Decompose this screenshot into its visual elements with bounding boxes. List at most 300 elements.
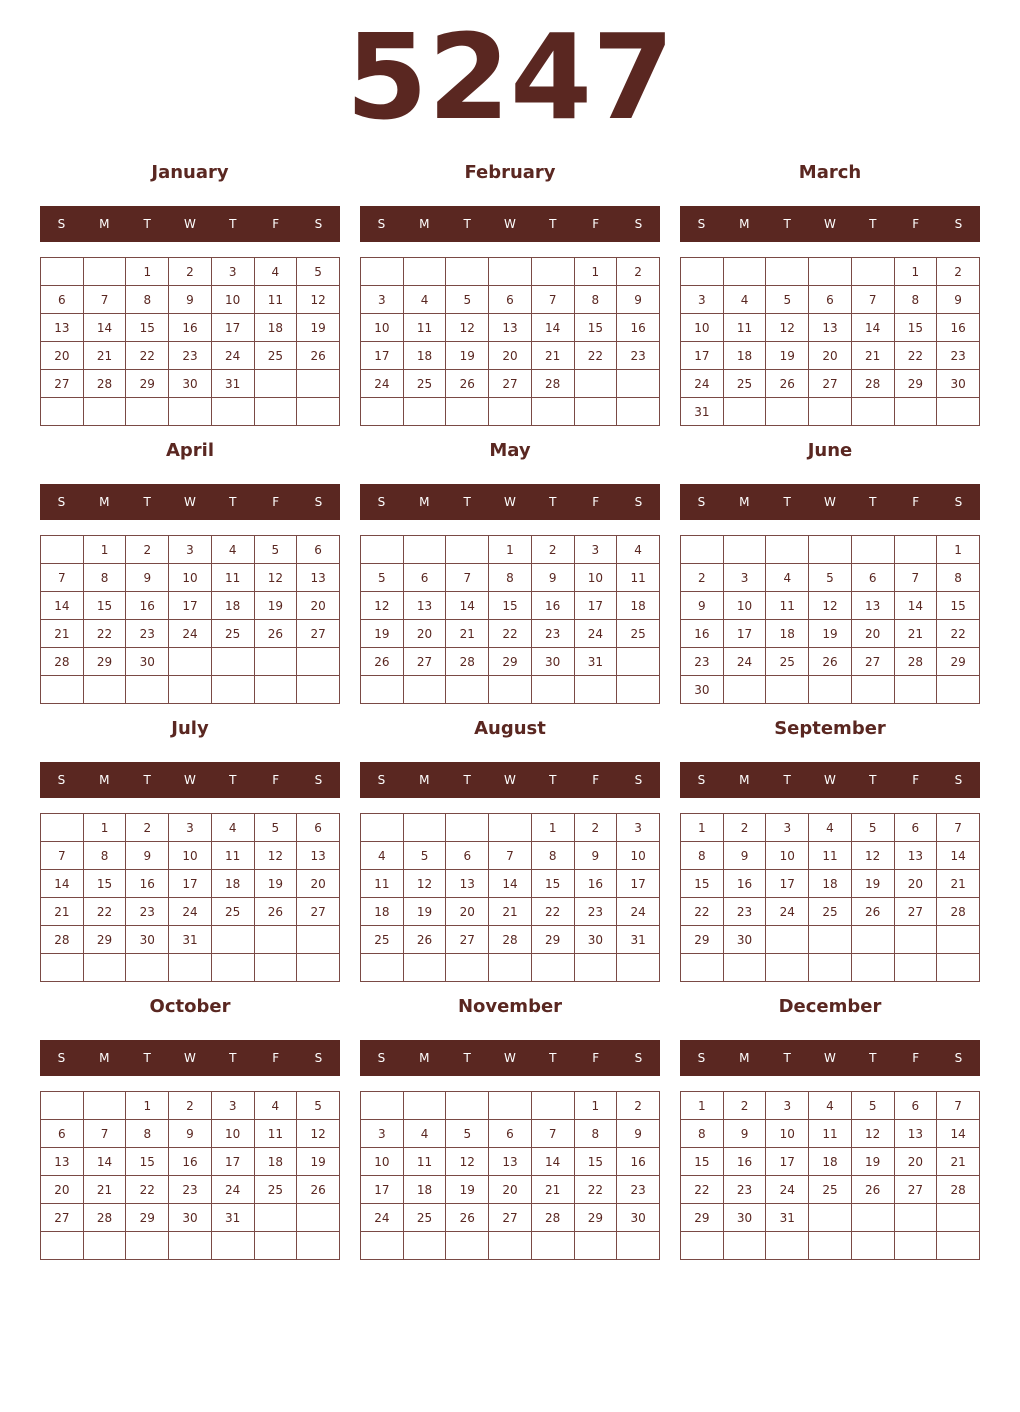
weekday-label: S [314, 1051, 323, 1065]
day-cell: 30 [617, 1204, 660, 1232]
empty-day-cell [766, 954, 809, 982]
empty-day-cell [851, 1232, 894, 1260]
day-cell: 1 [574, 258, 617, 286]
day-cell: 16 [937, 314, 980, 342]
empty-day-cell [617, 398, 660, 426]
empty-day-cell [446, 1092, 489, 1120]
month-name: May [489, 440, 531, 461]
empty-day-cell [723, 954, 766, 982]
empty-day-cell [254, 954, 297, 982]
empty-day-cell [809, 258, 852, 286]
day-cell: 11 [211, 842, 254, 870]
day-cell: 25 [403, 370, 446, 398]
day-cell: 16 [126, 870, 169, 898]
week-row [41, 842, 340, 870]
day-cell: 17 [169, 592, 212, 620]
weekday-header [40, 1040, 340, 1076]
day-cell: 26 [851, 898, 894, 926]
day-cell: 13 [446, 870, 489, 898]
day-cell: 11 [766, 592, 809, 620]
empty-day-cell [766, 676, 809, 704]
day-cell: 7 [851, 286, 894, 314]
empty-day-cell [446, 676, 489, 704]
weekday-label: S [314, 217, 323, 231]
day-cell: 4 [617, 536, 660, 564]
day-cell: 10 [211, 286, 254, 314]
day-cell: 24 [361, 370, 404, 398]
month-name: March [798, 162, 862, 183]
day-cell: 24 [617, 898, 660, 926]
month-name: February [464, 162, 556, 183]
day-cell: 11 [361, 870, 404, 898]
day-cell: 19 [297, 1148, 340, 1176]
day-cell: 10 [766, 1120, 809, 1148]
day-cell: 2 [617, 258, 660, 286]
weekday-label: M [99, 217, 110, 231]
empty-day-cell [361, 536, 404, 564]
day-cell: 19 [851, 1148, 894, 1176]
week-row [681, 1232, 980, 1260]
day-cell: 13 [41, 314, 84, 342]
day-cell: 14 [83, 314, 126, 342]
empty-day-cell [211, 676, 254, 704]
day-cell: 17 [766, 1148, 809, 1176]
empty-day-cell [531, 1232, 574, 1260]
week-row [41, 898, 340, 926]
day-cell: 9 [169, 286, 212, 314]
day-cell: 10 [211, 1120, 254, 1148]
empty-day-cell [723, 536, 766, 564]
day-cell: 16 [574, 870, 617, 898]
day-cell: 8 [531, 842, 574, 870]
day-cell: 23 [681, 648, 724, 676]
day-cell: 25 [211, 898, 254, 926]
day-cell: 17 [681, 342, 724, 370]
day-grid [680, 257, 980, 426]
day-cell: 18 [766, 620, 809, 648]
day-cell: 26 [446, 370, 489, 398]
day-cell: 1 [937, 536, 980, 564]
weekday-header [360, 1040, 660, 1076]
day-cell: 13 [297, 842, 340, 870]
weekday-header [40, 484, 340, 520]
day-cell: 18 [211, 592, 254, 620]
day-cell: 4 [809, 814, 852, 842]
day-cell: 21 [83, 342, 126, 370]
day-cell: 9 [723, 842, 766, 870]
empty-day-cell [446, 954, 489, 982]
day-cell: 9 [169, 1120, 212, 1148]
day-cell: 30 [574, 926, 617, 954]
weekday-label: M [419, 1051, 430, 1065]
day-cell: 1 [83, 814, 126, 842]
empty-day-cell [297, 370, 340, 398]
weekday-label: M [419, 495, 430, 509]
week-row [361, 814, 660, 842]
empty-day-cell [297, 1232, 340, 1260]
empty-day-cell [83, 676, 126, 704]
empty-day-cell [489, 258, 532, 286]
week-row [41, 398, 340, 426]
empty-day-cell [809, 676, 852, 704]
day-cell: 19 [809, 620, 852, 648]
day-cell: 24 [574, 620, 617, 648]
week-row [361, 536, 660, 564]
empty-day-cell [894, 1232, 937, 1260]
week-row [681, 398, 980, 426]
week-row [41, 1148, 340, 1176]
day-cell: 16 [169, 1148, 212, 1176]
week-row [361, 1232, 660, 1260]
week-row [681, 314, 980, 342]
day-cell: 1 [126, 1092, 169, 1120]
day-cell: 14 [894, 592, 937, 620]
day-cell: 16 [723, 1148, 766, 1176]
weekday-label: S [377, 773, 386, 787]
day-cell: 15 [531, 870, 574, 898]
empty-day-cell [126, 398, 169, 426]
empty-day-cell [851, 676, 894, 704]
day-cell: 13 [851, 592, 894, 620]
day-cell: 15 [126, 314, 169, 342]
weekday-label: T [783, 495, 791, 509]
day-cell: 21 [894, 620, 937, 648]
day-cell: 19 [254, 870, 297, 898]
day-cell: 5 [361, 564, 404, 592]
empty-day-cell [617, 676, 660, 704]
day-cell: 19 [446, 1176, 489, 1204]
day-cell: 5 [851, 814, 894, 842]
day-cell: 13 [403, 592, 446, 620]
day-cell: 17 [211, 1148, 254, 1176]
empty-day-cell [766, 926, 809, 954]
day-cell: 1 [126, 258, 169, 286]
week-row [41, 1120, 340, 1148]
empty-day-cell [446, 1232, 489, 1260]
day-cell: 29 [489, 648, 532, 676]
empty-day-cell [41, 536, 84, 564]
day-cell: 12 [851, 842, 894, 870]
day-cell: 6 [894, 1092, 937, 1120]
week-row [681, 926, 980, 954]
day-cell: 2 [617, 1092, 660, 1120]
empty-day-cell [254, 1232, 297, 1260]
day-cell: 2 [681, 564, 724, 592]
weekday-label: T [143, 773, 151, 787]
day-grid [680, 1091, 980, 1260]
day-cell: 9 [126, 564, 169, 592]
weekday-label: T [869, 1051, 877, 1065]
day-cell: 28 [531, 1204, 574, 1232]
month-name: November [457, 996, 563, 1017]
day-cell: 18 [254, 314, 297, 342]
day-cell: 9 [126, 842, 169, 870]
weekday-label: F [912, 217, 920, 231]
empty-day-cell [489, 676, 532, 704]
week-row [41, 814, 340, 842]
day-cell: 11 [617, 564, 660, 592]
day-cell: 10 [681, 314, 724, 342]
week-row [681, 954, 980, 982]
week-row [361, 370, 660, 398]
day-cell: 4 [211, 814, 254, 842]
day-cell: 23 [723, 1176, 766, 1204]
day-cell: 2 [937, 258, 980, 286]
empty-day-cell [937, 1204, 980, 1232]
day-cell: 11 [809, 842, 852, 870]
day-cell: 6 [41, 1120, 84, 1148]
weekday-label: S [954, 495, 963, 509]
weekday-label: T [783, 1051, 791, 1065]
day-cell: 24 [766, 898, 809, 926]
weekday-label: S [697, 773, 706, 787]
day-cell: 18 [617, 592, 660, 620]
day-cell: 8 [83, 842, 126, 870]
weekday-label: S [377, 495, 386, 509]
day-cell: 15 [83, 870, 126, 898]
weekday-header [360, 206, 660, 242]
empty-day-cell [169, 1232, 212, 1260]
week-row [681, 898, 980, 926]
empty-day-cell [894, 676, 937, 704]
day-cell: 3 [211, 258, 254, 286]
empty-day-cell [126, 954, 169, 982]
day-cell: 25 [809, 898, 852, 926]
day-cell: 15 [681, 1148, 724, 1176]
day-cell: 19 [851, 870, 894, 898]
day-cell: 28 [446, 648, 489, 676]
week-row [361, 926, 660, 954]
week-row [681, 842, 980, 870]
empty-day-cell [723, 1232, 766, 1260]
empty-day-cell [83, 398, 126, 426]
day-cell: 22 [894, 342, 937, 370]
day-cell: 6 [403, 564, 446, 592]
day-cell: 8 [574, 286, 617, 314]
day-cell: 18 [809, 870, 852, 898]
day-cell: 24 [169, 620, 212, 648]
weekday-label: S [634, 773, 643, 787]
year-title: 5247 [345, 8, 675, 146]
empty-day-cell [809, 926, 852, 954]
weekday-label: S [57, 495, 66, 509]
week-row [41, 1092, 340, 1120]
day-cell: 18 [723, 342, 766, 370]
day-cell: 16 [531, 592, 574, 620]
empty-day-cell [361, 676, 404, 704]
weekday-label: S [377, 217, 386, 231]
day-cell: 26 [254, 898, 297, 926]
day-cell: 3 [361, 286, 404, 314]
empty-day-cell [446, 398, 489, 426]
empty-day-cell [297, 398, 340, 426]
day-cell: 29 [83, 648, 126, 676]
weekday-label: F [592, 217, 600, 231]
day-cell: 19 [446, 342, 489, 370]
day-cell: 5 [766, 286, 809, 314]
day-cell: 6 [41, 286, 84, 314]
day-cell: 2 [169, 1092, 212, 1120]
empty-day-cell [574, 398, 617, 426]
day-cell: 3 [617, 814, 660, 842]
day-cell: 5 [297, 1092, 340, 1120]
day-cell: 14 [489, 870, 532, 898]
day-cell: 4 [766, 564, 809, 592]
day-cell: 7 [83, 1120, 126, 1148]
day-cell: 30 [723, 1204, 766, 1232]
empty-day-cell [446, 258, 489, 286]
day-cell: 1 [531, 814, 574, 842]
day-cell: 22 [126, 342, 169, 370]
day-cell: 2 [723, 814, 766, 842]
week-row [41, 648, 340, 676]
day-cell: 11 [809, 1120, 852, 1148]
week-row [681, 370, 980, 398]
day-cell: 5 [446, 286, 489, 314]
day-cell: 28 [531, 370, 574, 398]
empty-day-cell [766, 258, 809, 286]
day-cell: 10 [169, 564, 212, 592]
day-cell: 12 [446, 1148, 489, 1176]
day-cell: 25 [617, 620, 660, 648]
weekday-label: F [912, 1051, 920, 1065]
day-grid [680, 813, 980, 982]
day-cell: 30 [169, 370, 212, 398]
empty-day-cell [297, 926, 340, 954]
day-cell: 23 [723, 898, 766, 926]
week-row [361, 286, 660, 314]
day-cell: 31 [211, 1204, 254, 1232]
weekday-label: W [504, 495, 516, 509]
empty-day-cell [83, 954, 126, 982]
day-cell: 24 [361, 1204, 404, 1232]
day-cell: 19 [361, 620, 404, 648]
day-cell: 22 [126, 1176, 169, 1204]
day-cell: 28 [83, 370, 126, 398]
day-cell: 4 [361, 842, 404, 870]
weekday-header [680, 1040, 980, 1076]
week-row [41, 954, 340, 982]
day-cell: 24 [766, 1176, 809, 1204]
month-name: August [474, 718, 546, 739]
day-cell: 12 [403, 870, 446, 898]
empty-day-cell [211, 954, 254, 982]
day-cell: 14 [937, 1120, 980, 1148]
month-name: April [165, 440, 215, 461]
week-row [41, 314, 340, 342]
day-cell: 22 [937, 620, 980, 648]
day-cell: 20 [809, 342, 852, 370]
day-cell: 1 [574, 1092, 617, 1120]
empty-day-cell [809, 1232, 852, 1260]
day-cell: 25 [254, 1176, 297, 1204]
day-cell: 23 [126, 898, 169, 926]
empty-day-cell [361, 1092, 404, 1120]
week-row [361, 870, 660, 898]
empty-day-cell [681, 536, 724, 564]
day-cell: 18 [211, 870, 254, 898]
day-cell: 29 [126, 1204, 169, 1232]
day-cell: 8 [681, 1120, 724, 1148]
empty-day-cell [41, 676, 84, 704]
weekday-label: W [184, 1051, 196, 1065]
empty-day-cell [851, 258, 894, 286]
day-cell: 7 [489, 842, 532, 870]
empty-day-cell [531, 954, 574, 982]
day-cell: 27 [297, 620, 340, 648]
week-row [41, 926, 340, 954]
empty-day-cell [297, 648, 340, 676]
day-cell: 4 [211, 536, 254, 564]
day-cell: 23 [126, 620, 169, 648]
empty-day-cell [489, 814, 532, 842]
day-cell: 6 [489, 286, 532, 314]
day-cell: 31 [211, 370, 254, 398]
day-cell: 27 [851, 648, 894, 676]
empty-day-cell [254, 926, 297, 954]
week-row [41, 286, 340, 314]
day-cell: 16 [617, 314, 660, 342]
day-cell: 1 [681, 814, 724, 842]
day-cell: 27 [41, 370, 84, 398]
weekday-label: W [824, 495, 836, 509]
day-cell: 9 [937, 286, 980, 314]
day-cell: 25 [254, 342, 297, 370]
day-cell: 11 [254, 1120, 297, 1148]
day-cell: 8 [126, 1120, 169, 1148]
day-cell: 28 [83, 1204, 126, 1232]
week-row [681, 620, 980, 648]
day-cell: 27 [41, 1204, 84, 1232]
week-row [361, 648, 660, 676]
day-cell: 30 [937, 370, 980, 398]
day-cell: 13 [489, 314, 532, 342]
weekday-label: F [592, 1051, 600, 1065]
week-row [361, 842, 660, 870]
empty-day-cell [83, 258, 126, 286]
weekday-label: T [229, 495, 237, 509]
weekday-label: S [954, 1051, 963, 1065]
weekday-label: S [57, 217, 66, 231]
week-row [681, 676, 980, 704]
day-cell: 6 [851, 564, 894, 592]
weekday-label: F [272, 495, 280, 509]
day-cell: 6 [809, 286, 852, 314]
day-cell: 6 [297, 814, 340, 842]
day-cell: 14 [83, 1148, 126, 1176]
day-cell: 2 [723, 1092, 766, 1120]
day-cell: 29 [574, 1204, 617, 1232]
day-cell: 3 [681, 286, 724, 314]
day-cell: 7 [41, 842, 84, 870]
day-cell: 23 [531, 620, 574, 648]
day-cell: 8 [574, 1120, 617, 1148]
day-cell: 22 [681, 1176, 724, 1204]
day-cell: 10 [361, 314, 404, 342]
weekday-label: W [184, 773, 196, 787]
week-row [41, 592, 340, 620]
day-cell: 4 [254, 258, 297, 286]
day-cell: 27 [894, 898, 937, 926]
empty-day-cell [723, 676, 766, 704]
day-cell: 12 [297, 286, 340, 314]
week-row [681, 648, 980, 676]
day-cell: 30 [681, 676, 724, 704]
day-cell: 26 [766, 370, 809, 398]
empty-day-cell [41, 1232, 84, 1260]
day-cell: 21 [531, 342, 574, 370]
empty-day-cell [169, 648, 212, 676]
